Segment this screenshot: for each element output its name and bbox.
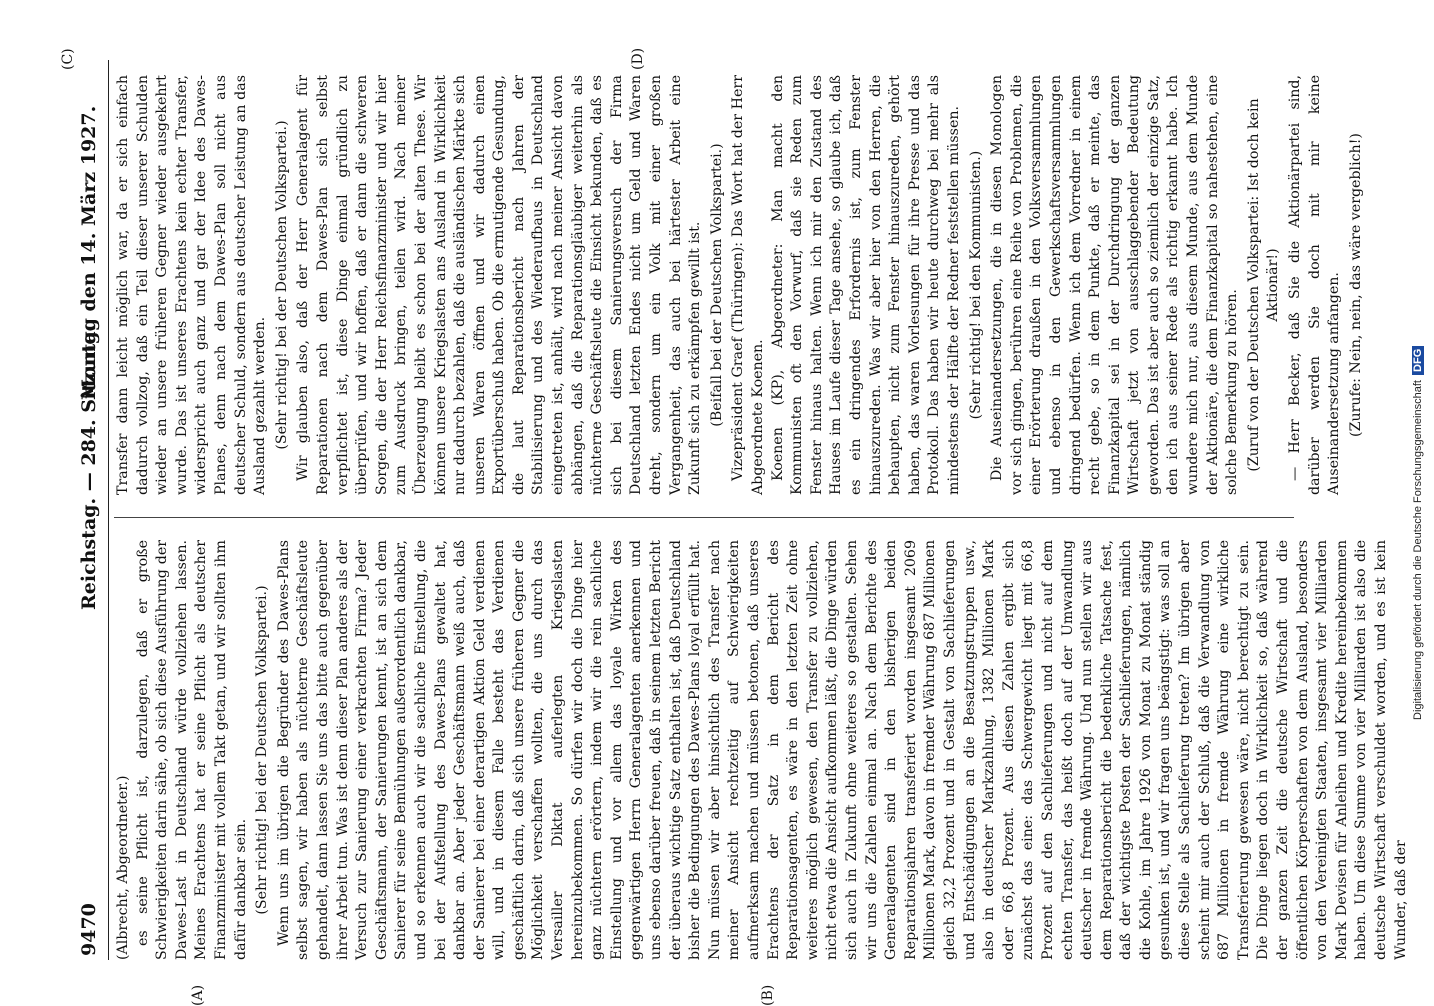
interjection: (Sehr richtig! bei der Deutschen Volkspartei.): [273, 120, 290, 450]
header-rule: [108, 60, 109, 960]
dfg-logo: DFG: [1412, 346, 1424, 375]
session-title: Reichstag. — 284. Sitzung.: [78, 324, 100, 610]
interjection: (Beifall bei der Deutschen Volkspartei.): [708, 143, 725, 427]
interjection: (Zuruf von der Deutschen Volkspartei: Ist doch kein Aktionär!): [1245, 98, 1282, 472]
column-divider: [114, 517, 1294, 518]
page-header: [70, 60, 104, 960]
page-number: 9470: [78, 903, 100, 956]
session-date: Montag den 14. März 1927.: [78, 105, 100, 400]
left-column: [114, 540, 1411, 960]
interjection: (Zurufe: Nein, nein, das wäre vergeblich!): [1347, 133, 1364, 437]
margin-marker-b: (B): [760, 984, 776, 1006]
paragraph: — Herr Becker, daß Sie die Aktionärpartei sind, darüber werden Sie doch mit mir keine Auseinandersetzung anfangen.: [1287, 75, 1343, 495]
paragraph: es seine Pflicht ist, darzulegen, daß er große Schwierigkeiten darin sähe, ob sich diese Ausführung der Dawes-Last in Deutschland würde vollziehen lassen. Meines Erachtens hat er seine Pflicht als deutscher Finanzminister mit vollem Takt getan, und wir sollten ihm dafür dankbar sein.: [134, 540, 249, 960]
paragraph: Wir glauben also, daß der Herr Generalagent für Reparationen nach dem Dawes-Plan sich selbst verpflichtet ist, diese Dinge einmal gründlich zu überprüfen, und wir hoffen, daß er dann die schweren Sorgen, die der Herr Reichsfinanzminister und wir hier zum Ausdruck bringen, teilen wird. Nach meiner Überzeugung bleibt es schon bei der alten These. Wir können unsere Kriegslasten ans Ausland in Wirklichkeit nur dadurch bezahlen, daß die ausländischen Märkte sich unseren Waren öffnen und wir dadurch einen Exportüberschuß haben. Ob die ermutigende Gesundung, die laut Reparationsbericht nach Jahren der Stabilisierung und des Wiederaufbaus in Deutschland eingetreten ist, anhält, wird nach meiner Ansicht davon abhängen, daß die Reparationsgläubiger weiterhin als nüchterne Geschäftsleute die Einsicht bekunden, daß es sich bei diesem Sanierungsversuch der Firma Deutschland letzten Endes nicht um Geld und Waren dreht, sondern um ein Volk mit einer großen Vergangenheit, das auch bei härtester Arbeit eine Zukunft sich zu erkämpfen gewillt ist.: [295, 75, 704, 495]
interjection: (Sehr richtig! bei den Kommunisten.): [967, 150, 984, 420]
paragraph: Die Auseinandersetzungen, die in diesen Monologen vor sich gingen, berühren eine Reihe von Problemen, die einer Erörterung draußen in den Volksversammlungen und ebenso in den Gewerkschaftsversammlungen dringend bedürfen. Wenn ich dem Vorredner in einem recht gebe, so in dem Punkte, daß er meinte, das Finanzkapital sei in der Durchdringung der ganzen Wirtschaft jetzt von ausschlaggebender Bedeutung geworden. Das ist aber auch so ziemlich der einzige Satz, den ich aus seiner Rede als richtig erkannt habe. Ich wundere mich nur, aus diesem Munde, aus dem Munde der Aktionäre, die dem Finanzkapital so nahestehen, eine solche Bemerkung zu hören.: [989, 75, 1241, 495]
rotated-page-content: [60, 47, 1409, 1006]
digitization-credit: [1412, 346, 1424, 720]
interjection: (Sehr richtig! bei der Deutschen Volkspartei.): [254, 585, 271, 915]
paragraph: Wenn uns im übrigen die Begründer des Dawes-Plans selbst sagen, wir haben als nüchterne Geschäftsleute gehandelt, dann lassen Sie uns das bitte auch gegenüber ihrer Arbeit tun. Was ist denn dieser Plan anderes als der Versuch zur Sanierung einer verkrachten Firma? Jeder Geschäftsmann, der Sanierungen kennt, ist an sich dem Sanierer für seine Bemühungen außerordentlich dankbar, und so erkennen auch wir die sachliche Einstellung, die bei der Aufstellung des Dawes-Plans gewaltet hat, dankbar an. Aber jeder Geschäftsmann weiß auch, daß der Sanierer bei einer derartigen Aktion Geld verdienen will, und in diesem Falle besteht das Verdienen geschäftlich darin, daß sich unsere früheren Gegner die Möglichkeit verschaffen wollten, die uns durch das Versailler Diktat auferlegten Kriegslasten hereinzubekommen. So dürfen wir doch die Dinge hier ganz nüchtern erörtern, indem wir die rein sachliche Einstellung und vor allem das loyale Wirken des gegenwärtigen Herrn Generalagenten anerkennen und uns ebenso darüber freuen, daß in seinem letzten Bericht der überaus wichtige Satz enthalten ist, daß Deutschland bisher die Bedingungen des Dawes-Plans loyal erfüllt hat. Nun müssen wir aber hinsichtlich des Transfer nach meiner Ansicht rechtzeitig auf Schwierigkeiten aufmerksam machen und müssen betonen, daß unseres Erachtens der Satz in dem Bericht des Reparationsagenten, es wäre in den letzten Zeit ohne weiteres möglich gewesen, den Transfer zu vollziehen, nicht etwa die Ansicht aufkommen läßt, die Dinge würden sich auch in Zukunft ohne weiteres so gestalten. Sehen wir uns die Zahlen einmal an. Nach dem Berichte des Generalagenten sind in den bisherigen beiden Reparationsjahren transferiert worden insgesamt 2069 Millionen Mark, davon in fremder Währung 687 Millionen gleich 32,2 Prozent und in Gestalt von Sachlieferungen und Entschädigungen an die Besatzungstruppen usw., also in deutscher Markzahlung, 1382 Millionen Mark oder 66,8 Prozent. Aus diesen Zahlen ergibt sich zunächst das eine: das Schwergewicht liegt mit 66,8 Prozent auf den Sachlieferungen und nicht auf dem echten Transfer, das heißt doch auf der Umwandlung deutscher in fremde Währung. Und nun stellen wir aus dem Reparationsbericht die bedenkliche Tatsache fest, daß der wichtigste Posten der Sachlieferungen, nämlich die Kohle, im Jahre 1926 von Monat zu Monat ständig gesunken ist, und wir fragen uns beängstigt: was soll an diese Stelle als Sachlieferung treten? Im übrigen aber scheint mir auch der Schluß, daß die Verwandlung von 687 Millionen in fremde Währung eine wirkliche Transferierung gewesen wäre, nicht berechtigt zu sein. Die Dinge liegen doch in Wirklichkeit so, daß während der ganzen Zeit die deutsche Wirtschaft und die öffentlichen Körperschaften von dem Ausland, besonders von den Vereinigten Staaten, insgesamt vier Milliarden Mark Devisen für Anleihen und Kredite hereinbekommen haben. Um diese Summe von vier Milliarden ist also die deutsche Wirtschaft verschuldet worden, und es ist kein Wunder, daß der: [275, 540, 1409, 960]
paragraph: Vizepräsident Graef (Thüringen): Das Wort hat der Herr Abgeordnete Koenen.: [730, 75, 766, 495]
margin-marker-a: (A): [190, 984, 206, 1006]
paragraph: Koenen (KP), Abgeordneter: Man macht den Kommunisten oft den Vorwurf, daß sie Reden zum Fenster hinaus halten. Wenn ich mir den Zustand des Hauses im Laufe dieser Tage ansehe, so glaube ich, daß es ein dringendes Erfordernis ist, zum Fenster hinauszureden. Was wir aber hier von den Herren, die behaupten, nicht zum Fenster hinauszureden, gehört haben, das waren Vorlesungen für ihre Presse und das Protokoll. Das haben wir heute durchweg bei mehr als mindestens der Hälfte der Redner feststellen müssen.: [769, 75, 962, 495]
right-column: [114, 75, 1368, 495]
margin-marker-d: (D): [630, 47, 646, 70]
paragraph: (Albrecht, Abgeordneter.): [115, 775, 131, 960]
paragraph: Transfer dann leicht möglich war, da er sich einfach dadurch vollzog, daß ein Teil dieser unserer Schulden wieder an unsere früheren Gegner wieder ausgekehrt wurde. Das ist unseres Erachtens kein echter Transfer, widerspricht auch ganz und gar der Idee des Dawes-Planes, denn nach dem Dawes-Plan soll nicht aus deutscher Schuld, sondern aus deutscher Leistung an das Ausland gezahlt werden.: [115, 75, 269, 495]
credit-text: Digitalisierung gefördert durch die Deutsche Forschungsgemeinschaft: [1412, 380, 1424, 720]
margin-marker-c: (C): [60, 48, 76, 70]
